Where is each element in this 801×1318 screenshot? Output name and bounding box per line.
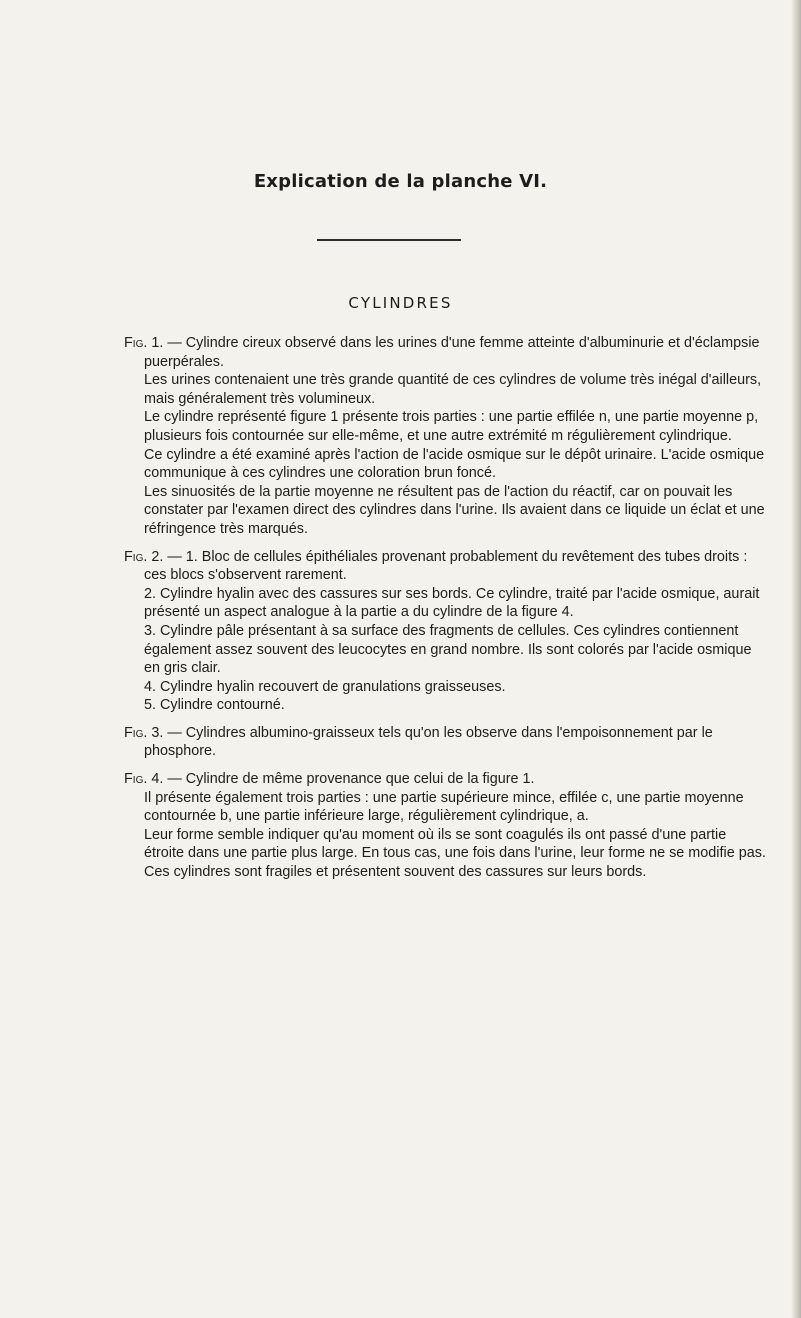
figure-2-item-2: 2. Cylindre hyalin avec des cassures sur ses bords. Ce cylindre, traité par l'acide osmique, aurait présenté un aspect analogue à la partie a du cylindre de la figure 4. — [144, 585, 760, 621]
figure-4-block — [124, 770, 768, 882]
figure-label: Fig. — [124, 771, 148, 788]
figure-text: 4. — Cylindre de même provenance que celui de la figure 1. — [151, 771, 535, 788]
figure-2-caption — [124, 548, 768, 585]
figure-3-block — [124, 724, 768, 761]
figure-text: 2. — 1. Bloc de cellules épithéliales provenant probablement du revêtement des tubes droits : ces blocs s'observent rarement. — [144, 548, 748, 584]
figure-1-block — [124, 334, 768, 539]
figure-text: 1. — Cylindre cireux observé dans les urines d'une femme atteinte d'albuminurie et d'éclampsie puerpérales. — [144, 335, 760, 370]
figure-text: 3. — Cylindres albumino-graisseux tels qu'on les observe dans l'empoisonnement par le phosphore. — [144, 724, 713, 760]
page-heading: Explication de la planche VI. — [253, 171, 548, 192]
figure-1-caption — [124, 334, 768, 371]
figure-2-block — [124, 548, 768, 715]
figure-4-paragraph-2: Il présente également trois parties : une partie supérieure mince, effilée c, une partie moyenne contournée b, une partie inférieure large, régulièrement cylindrique, a. — [144, 789, 744, 825]
figure-1-paragraph-4: Ce cylindre a été examiné après l'action de l'acide osmique sur le dépôt urinaire. L'acide osmique communique à ces cylindres une coloration brun foncé. — [144, 446, 765, 482]
figure-4-paragraph-3: Leur forme semble indiquer qu'au moment où ils se sont coagulés ils ont passé d'une partie étroite dans une partie plus large. En tous cas, une fois dans l'urine, leur forme ne se modifie pas. — [144, 826, 766, 862]
figure-3-caption — [124, 724, 768, 761]
figure-2-item-5: 5. Cylindre contourné. — [144, 697, 285, 714]
figure-4-paragraph-4: Ces cylindres sont fragiles et présentent souvent des cassures sur leurs bords. — [144, 864, 647, 881]
figure-label: Fig. — [124, 548, 148, 565]
figure-2-item-3: 3. Cylindre pâle présentant à sa surface des fragments de cellules. Ces cylindres contiennent également assez souvent des leucocytes en grand nombre. Ils sont colorés par l'acide osmique en gris clair. — [144, 622, 752, 677]
figure-2-item-4: 4. Cylindre hyalin recouvert de granulations graisseuses. — [144, 678, 506, 695]
figure-label: Fig. — [124, 724, 148, 741]
figure-label: Fig. — [124, 335, 148, 351]
figure-1-paragraph-5: Les sinuosités de la partie moyenne ne résultent pas de l'action du réactif, car on pouvait les constater par l'examen direct des cylindres dans l'urine. Ils avaient dans ce liquide un éclat et une réfringence très marqués. — [144, 483, 765, 537]
figure-1-paragraph-3: Le cylindre représenté figure 1 présente trois parties : une partie effilée n, une partie moyenne p, plusieurs fois contournée sur elle-même, et une autre extrémité m régulièrement cylindrique. — [144, 409, 759, 444]
section-title: CYLINDRES — [348, 294, 453, 312]
page-edge-shadow — [791, 0, 801, 1318]
figure-4-caption — [124, 770, 768, 789]
heading-divider — [317, 239, 461, 241]
figure-1-paragraph-2: Les urines contenaient une très grande quantité de ces cylindres de volume très inégal d'ailleurs, mais généralement très volumineux. — [144, 372, 762, 407]
figure-explanations — [124, 334, 768, 891]
